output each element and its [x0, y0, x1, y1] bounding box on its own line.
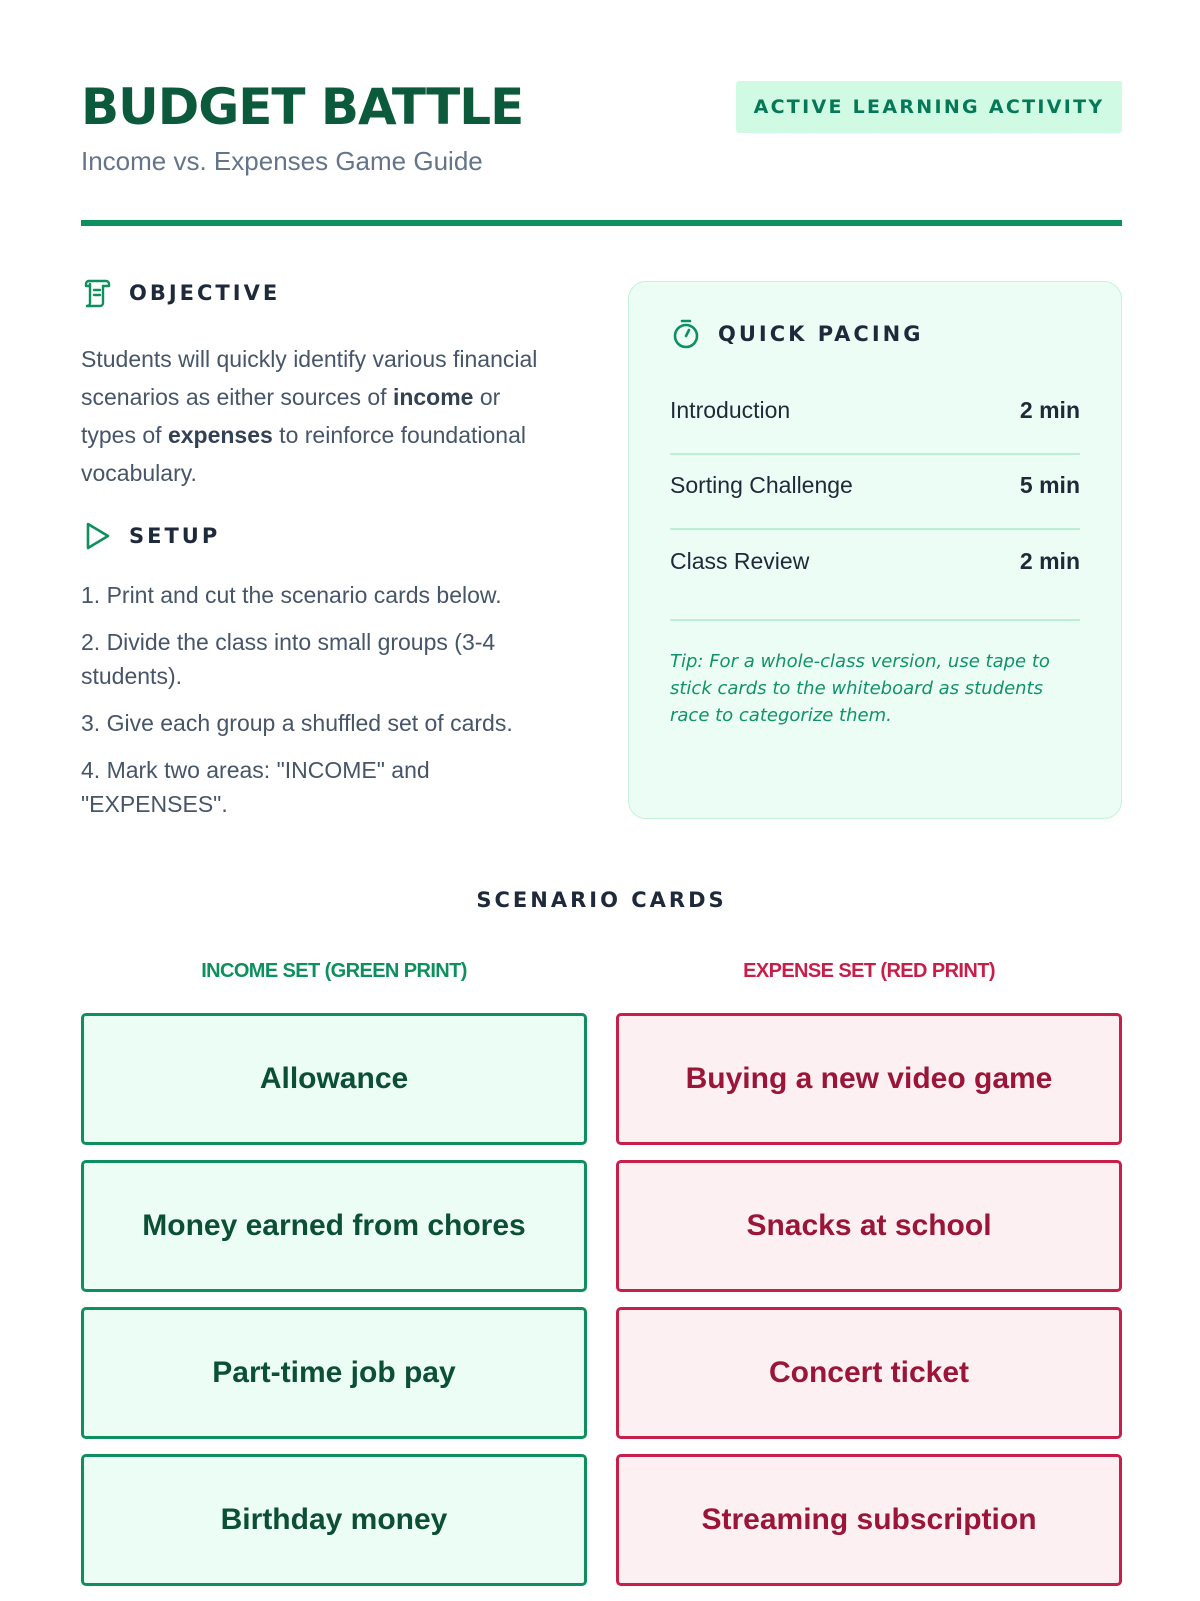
income-set-label: INCOME SET (GREEN PRINT): [201, 960, 467, 982]
income-card: Birthday money: [81, 1454, 587, 1586]
pacing-heading-label: QUICK PACING: [718, 322, 924, 346]
pacing-tip-divider: [670, 619, 1080, 621]
objective-text-part: or types of: [81, 384, 501, 448]
income-card: Money earned from chores: [81, 1160, 587, 1292]
activity-badge: ACTIVE LEARNING ACTIVITY: [736, 81, 1122, 133]
scroll-icon: [81, 277, 113, 309]
pacing-row: [670, 530, 1080, 605]
setup-step: 3. Give each group a shuffled set of cards.: [81, 710, 513, 736]
objective-heading: [81, 277, 280, 309]
pacing-tip: Tip: For a whole-class version, use tape to stick cards to the whiteboard as students race to categorize them.: [670, 651, 1050, 726]
pacing-list: [670, 380, 1080, 605]
expense-card: Buying a new video game: [616, 1013, 1122, 1145]
pacing-time: 2 min: [1019, 547, 1080, 574]
pacing-phase: Sorting Challenge: [670, 471, 853, 498]
page-title: BUDGET BATTLE: [81, 78, 524, 136]
objective-text-part: Students will quickly identify various financial scenarios as either sources of: [81, 346, 538, 410]
game-guide-page: [81, 0, 1122, 1600]
pacing-phase: Introduction: [670, 396, 791, 423]
expense-set-label: EXPENSE SET (RED PRINT): [743, 960, 995, 982]
pacing-panel: [628, 281, 1122, 819]
pacing-time: 2 min: [1019, 396, 1080, 423]
play-icon: [81, 520, 113, 552]
expense-card: Concert ticket: [616, 1307, 1122, 1439]
scenario-cards-title: SCENARIO CARDS: [476, 888, 727, 912]
page-subtitle: Income vs. Expenses Game Guide: [81, 146, 483, 176]
income-card: Part-time job pay: [81, 1307, 587, 1439]
objective-text-part: to reinforce foundational vocabulary.: [81, 422, 526, 486]
setup-steps: [81, 578, 561, 834]
pacing-heading: [670, 318, 923, 350]
objective-text: [81, 340, 561, 492]
pacing-row: [670, 455, 1080, 530]
expense-card: Streaming subscription: [616, 1454, 1122, 1586]
income-card-column: [81, 1013, 587, 1601]
setup-heading: [81, 520, 220, 552]
expense-card-column: [616, 1013, 1122, 1601]
setup-step: 2. Divide the class into small groups (3-4 students).: [81, 629, 496, 689]
pacing-time: 5 min: [1019, 471, 1080, 498]
stopwatch-icon: [670, 318, 702, 350]
income-card: Allowance: [81, 1013, 587, 1145]
header-divider: [81, 220, 1122, 226]
objective-bold-expenses: expenses: [167, 422, 273, 448]
setup-step: 1. Print and cut the scenario cards below.: [81, 582, 502, 608]
objective-bold-income: income: [392, 384, 474, 410]
pacing-phase: Class Review: [670, 547, 810, 574]
setup-step: 4. Mark two areas: "INCOME" and "EXPENSES".: [81, 757, 430, 817]
expense-card: Snacks at school: [616, 1160, 1122, 1292]
pacing-row: [670, 380, 1080, 455]
objective-heading-label: OBJECTIVE: [129, 281, 281, 305]
setup-heading-label: SETUP: [129, 524, 221, 548]
